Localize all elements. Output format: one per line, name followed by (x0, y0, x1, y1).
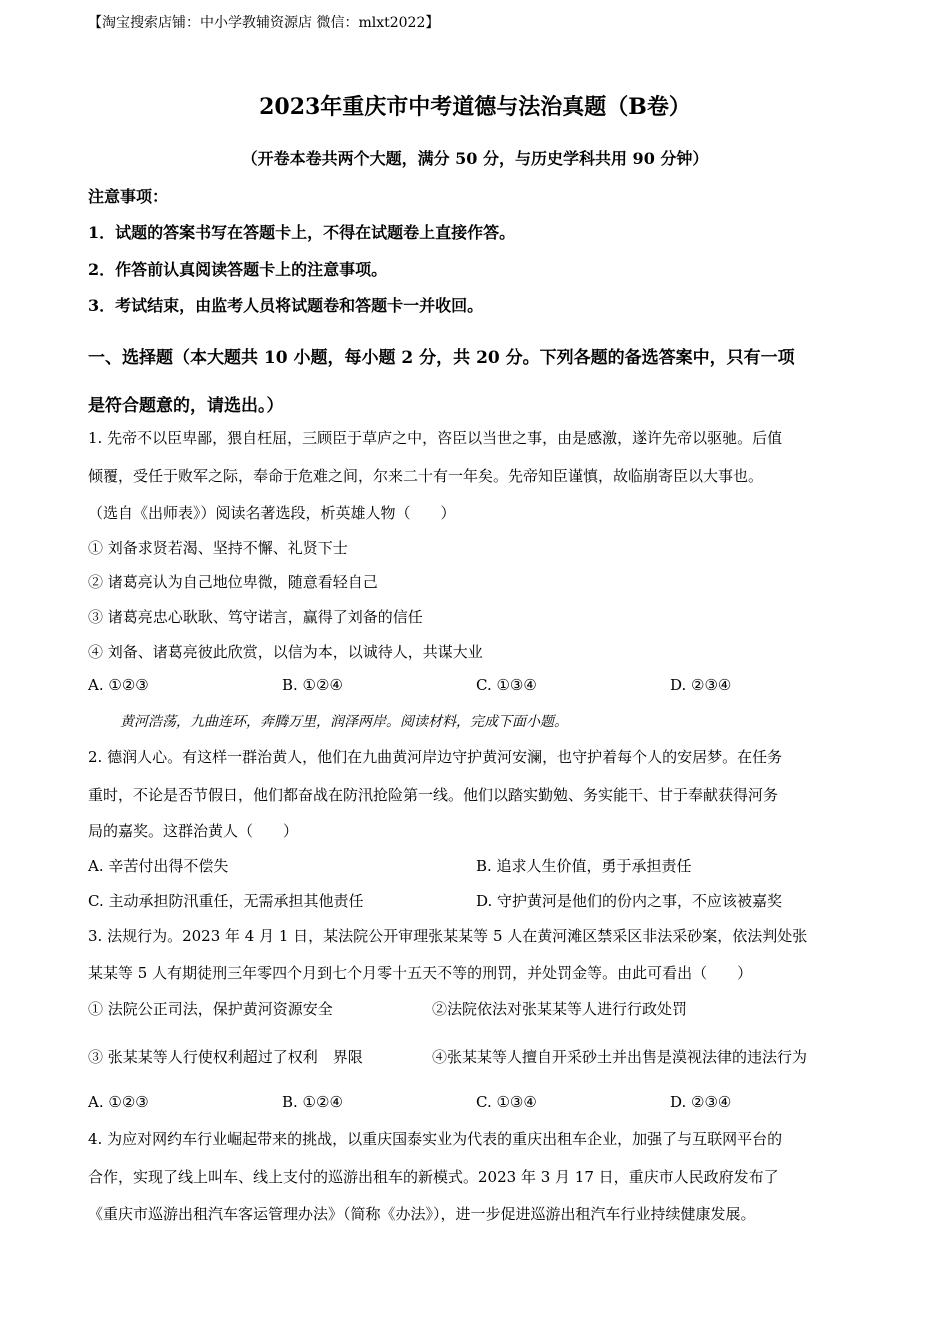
q2-option-a: A. 辛苦付出得不偿失 (88, 857, 229, 875)
q1-text: 倾覆，受任于败军之际，奉命于危难之间，尔来二十有一年矣。先帝知臣谨慎，故临崩寄臣以大事也。 (88, 467, 764, 485)
q3-option-b: B. ①②④ (282, 1093, 343, 1111)
q2-text: 局的嘉奖。这群治黄人（ ） (88, 822, 299, 840)
q2-option-c: C. 主动承担防汛重任，无需承担其他责任 (88, 892, 364, 910)
exam-title: 2023年重庆市中考道德与法治真题（B卷） (259, 94, 691, 120)
section-heading: 一、选择题（本大题共 10 小题，每小题 2 分，共 20 分。下列各题的备选答案中，只有一项 (88, 348, 795, 368)
q1-statement: ④ 刘备、诸葛亮彼此欣赏，以信为本，以诚待人，共谋大业 (88, 643, 483, 661)
q2-text: 2. 德润人心。有这样一群治黄人，他们在九曲黄河岸边守护黄河安澜，也守护着每个人的安居梦。在任务 (88, 748, 783, 766)
exam-subtitle: （开卷本卷共两个大题，满分 50 分，与历史学科共用 90 分钟） (241, 149, 709, 168)
q1-text: （选自《出师表》）阅读名著选段，析英雄人物（ ） (88, 504, 456, 522)
section-heading-cont: 是符合题意的，请选出。） (88, 396, 284, 416)
q1-option-a: A. ①②③ (88, 676, 149, 694)
q1-option-d: D. ②③④ (670, 676, 732, 694)
q2-text: 重时，不论是否节假日，他们都奋战在防汛抢险第一线。他们以踏实勤勉、务实能干、甘于奉献获得河务 (88, 786, 779, 804)
q2-option-b: B. 追求人生价值，勇于承担责任 (476, 857, 692, 875)
q3-text: 某某等 5 人有期徒刑三年零四个月到七个月零十五天不等的刑罚，并处罚金等。由此可看出（ ） (88, 964, 753, 982)
q4-text: 《重庆市巡游出租汽车客运管理办法》（简称《办法》），进一步促进巡游出租汽车行业持续健康发展。 (88, 1205, 756, 1223)
q3-statement: ③ 张某某等人行使权利超过了权利 界限 (88, 1048, 363, 1066)
q3-text: 3. 法规行为。2023 年 4 月 1 日，某法院公开审理张某某等 5 人在黄河滩区禁采区非法采砂案，依法判处张 (88, 927, 808, 945)
q3-option-c: C. ①③④ (476, 1093, 537, 1111)
q1-statement: ② 诸葛亮认为自己地位卑微，随意看轻自己 (88, 573, 378, 591)
q3-option-d: D. ②③④ (670, 1093, 732, 1111)
page-header: 【淘宝搜索店铺：中小学教辅资源店 微信：mlxt2022】 (88, 15, 440, 31)
q1-text: 1. 先帝不以臣卑鄙，猥自枉屈，三顾臣于草庐之中，咨臣以当世之事，由是感激，遂许先帝以驱驰。后值 (88, 429, 783, 447)
q1-statement: ① 刘备求贤若渴、坚持不懈、礼贤下士 (88, 539, 348, 557)
q3-statement: ②法院依法对张某某等人进行行政处罚 (432, 1000, 688, 1018)
notice-item: 3．考试结束，由监考人员将试题卷和答题卡一并收回。 (88, 296, 484, 315)
material-intro: 黄河浩荡，九曲连环，奔腾万里，润泽两岸。阅读材料，完成下面小题。 (120, 714, 568, 730)
q1-option-c: C. ①③④ (476, 676, 537, 694)
q2-option-d: D. 守护黄河是他们的份内之事，不应该被嘉奖 (476, 892, 783, 910)
q3-option-a: A. ①②③ (88, 1093, 149, 1111)
notice-heading: 注意事项： (88, 187, 169, 206)
q1-option-b: B. ①②④ (282, 676, 343, 694)
q3-statement: ① 法院公正司法，保护黄河资源安全 (88, 1000, 333, 1018)
q1-statement: ③ 诸葛亮忠心耿耿、笃守诺言，赢得了刘备的信任 (88, 608, 423, 626)
q4-text: 4. 为应对网约车行业崛起带来的挑战，以重庆国泰实业为代表的重庆出租车企业，加强了与互联网平台的 (88, 1130, 783, 1148)
notice-item: 2．作答前认真阅读答题卡上的注意事项。 (88, 260, 388, 279)
q3-statement: ④张某某等人擅自开采砂土并出售是漠视法律的违法行为 (432, 1048, 808, 1066)
q4-text: 合作，实现了线上叫车、线上支付的巡游出租车的新模式。2023 年 3 月 17 日，重庆市人民政府发布了 (88, 1168, 779, 1186)
notice-item: 1．试题的答案书写在答题卡上，不得在试题卷上直接作答。 (88, 223, 516, 242)
